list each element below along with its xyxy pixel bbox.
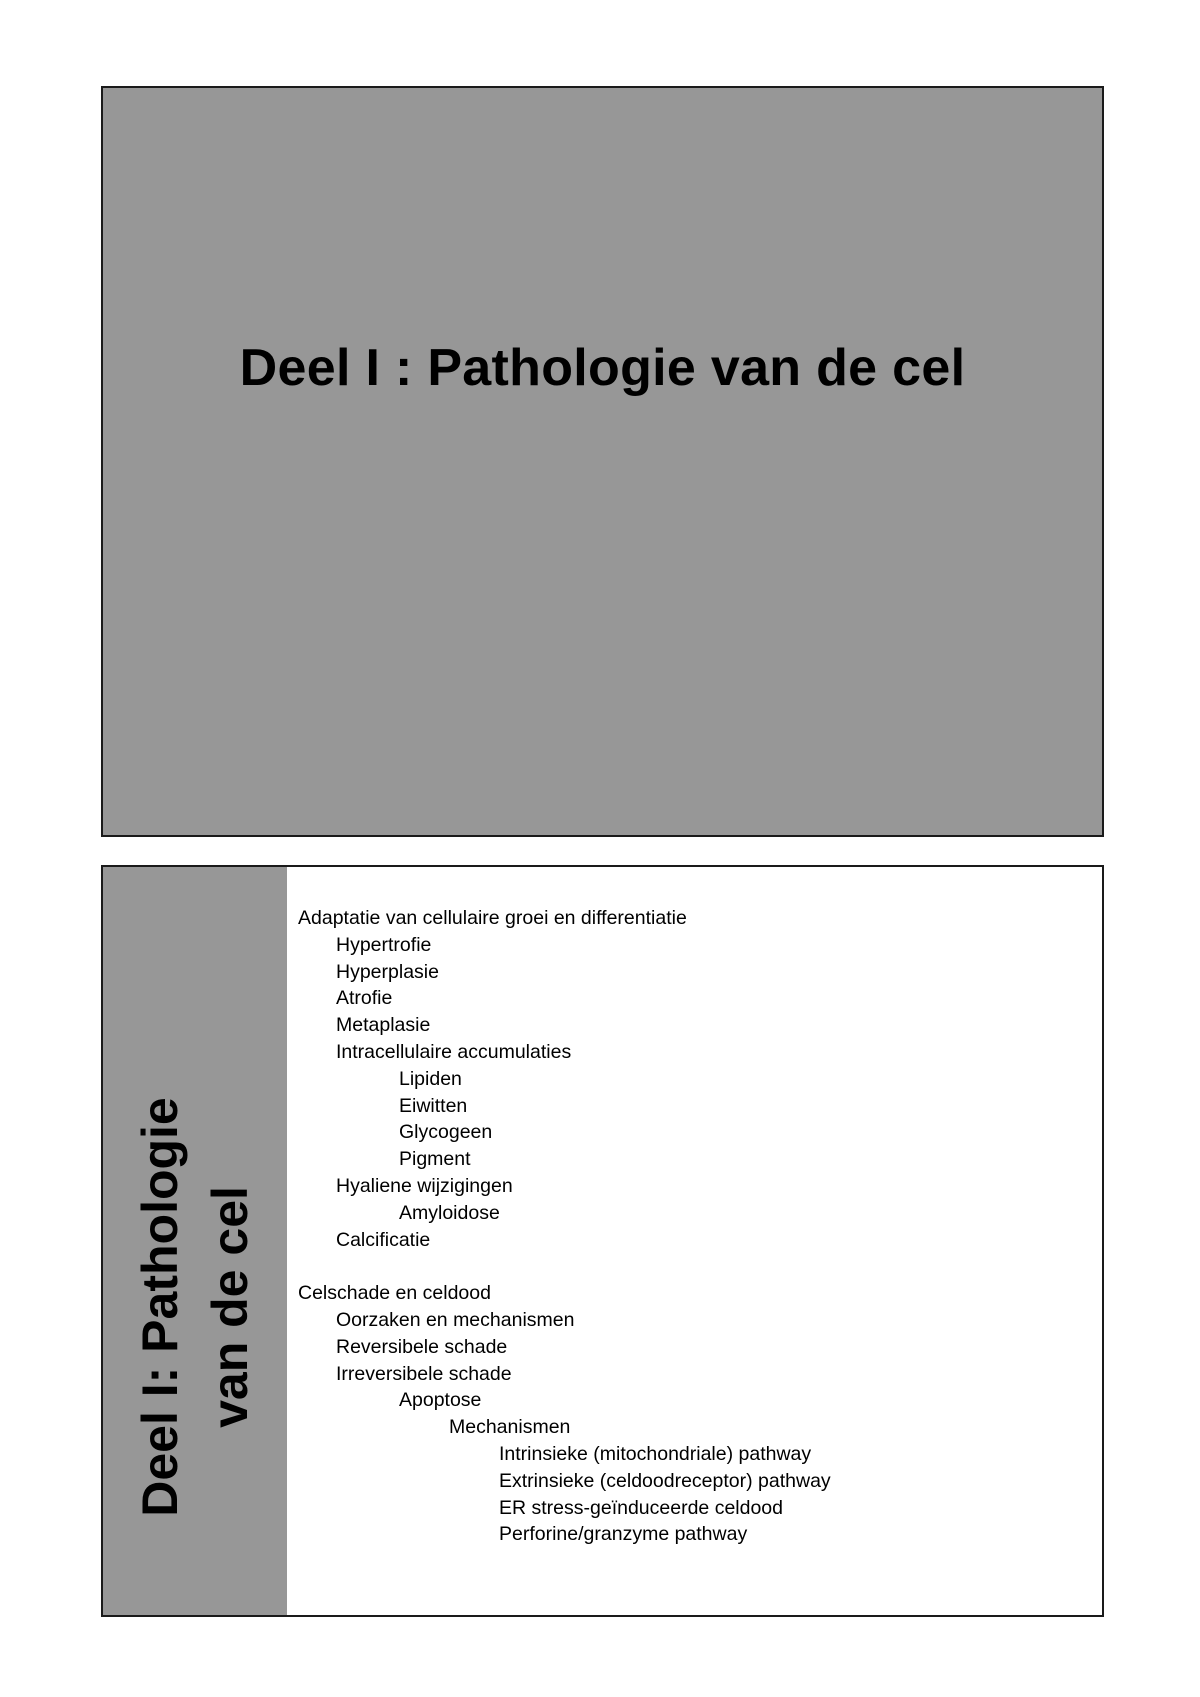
- outline-subitem: Lipiden: [399, 1067, 462, 1090]
- sidebar-title-line-2: van de cel: [202, 1186, 258, 1428]
- outline-item: Oorzaken en mechanismen: [336, 1308, 575, 1331]
- outline-item: Reversibele schade: [336, 1335, 508, 1358]
- outline-subitem: Glycogeen: [399, 1121, 493, 1144]
- outline-subitem: Eiwitten: [399, 1094, 468, 1117]
- outline-spacer: [298, 1253, 831, 1280]
- outline-leaf-item: Perforine/granzyme pathway: [499, 1523, 748, 1546]
- outline-item: Hyaliene wijzigingen: [336, 1174, 513, 1197]
- sidebar-title: [125, 1077, 265, 1537]
- outline-leaf-item: Extrinsieke (celdoodreceptor) pathway: [499, 1469, 831, 1492]
- sidebar-title-line-1: Deel I: Pathologie: [132, 1097, 188, 1517]
- outline-subitem: Pigment: [399, 1148, 471, 1171]
- outline-heading: Celschade en celdood: [298, 1282, 491, 1305]
- outline-heading: Adaptatie van cellulaire groei en differentiatie: [298, 907, 687, 929]
- outline-subsubitem: Mechanismen: [449, 1416, 571, 1439]
- outline-subitem: Apoptose: [399, 1389, 482, 1412]
- slide-sidebar: [103, 867, 287, 1615]
- outline-item: Atrofie: [336, 987, 393, 1010]
- slide-title: Deel I : Pathologie van de cel: [239, 339, 966, 397]
- outline-item: Metaplasie: [336, 1014, 431, 1037]
- outline-leaf-item: Intrinsieke (mitochondriale) pathway: [499, 1442, 812, 1465]
- outline-item: Intracellulaire accumulaties: [336, 1040, 572, 1063]
- outline-item: Irreversibele schade: [336, 1362, 512, 1385]
- outline-item: Hyperplasie: [336, 960, 439, 983]
- outline-leaf-item: ER stress-geïnduceerde celdood: [499, 1496, 783, 1519]
- topic-outline: [298, 905, 831, 1548]
- outline-slide: [101, 865, 1104, 1617]
- title-slide: [101, 86, 1104, 837]
- outline-item: Hypertrofie: [336, 933, 432, 956]
- outline-subitem: Amyloidose: [399, 1201, 500, 1224]
- outline-item: Calcificatie: [336, 1228, 431, 1251]
